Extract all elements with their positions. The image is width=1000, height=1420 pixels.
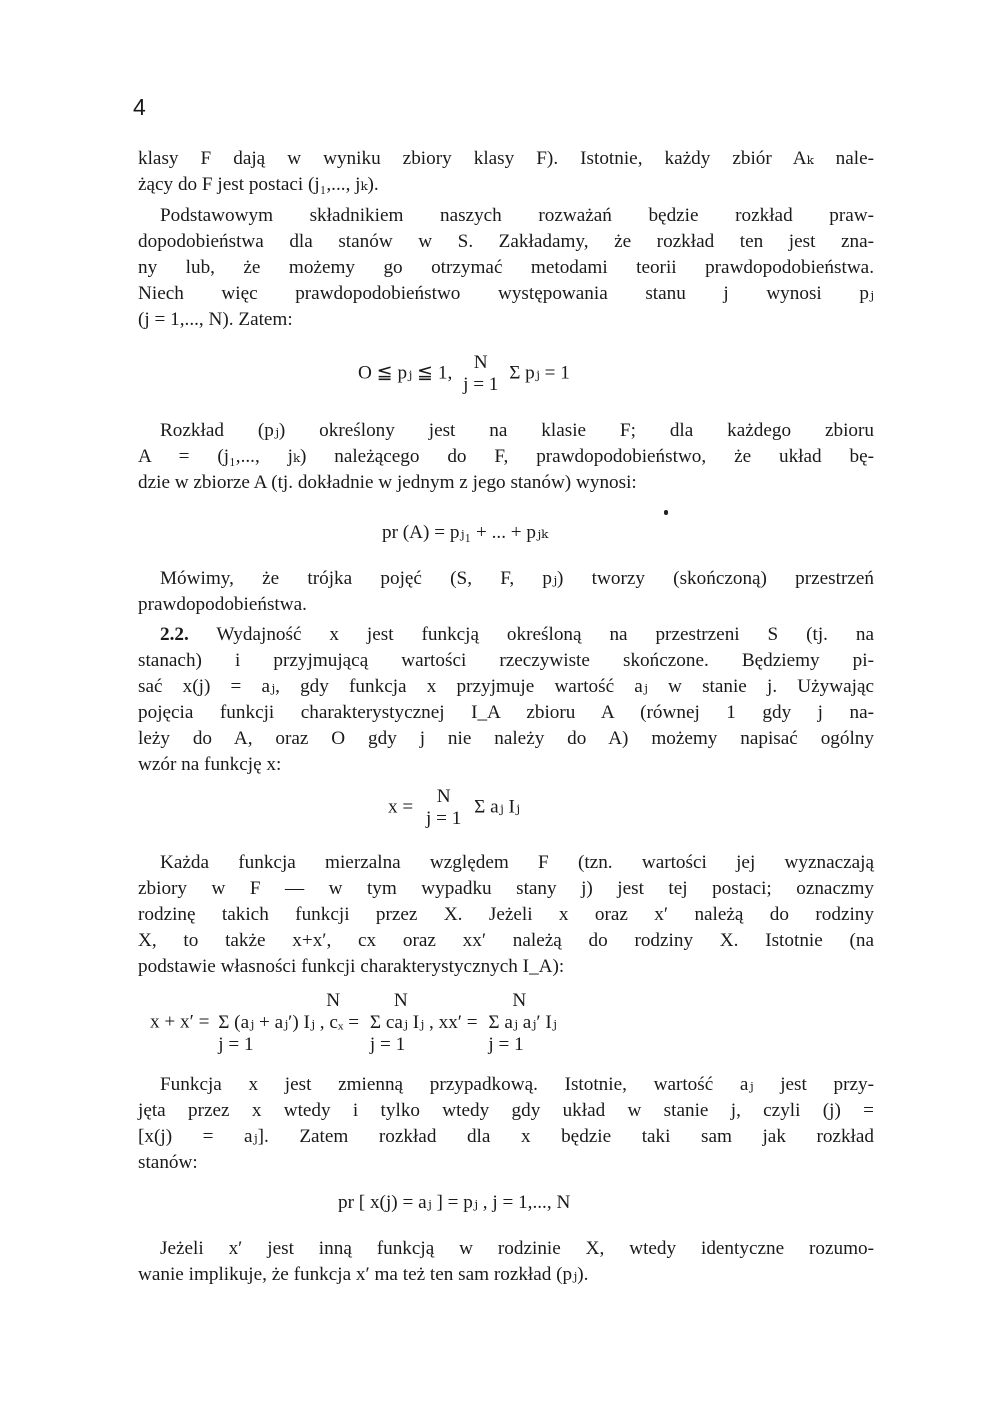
text-line: Funkcja x jest zmienną przypadkową. Istotnie, wartość aⱼ jest przy- (160, 1074, 874, 1095)
sum-upper-limit: N (473, 352, 488, 373)
page-number: 4 (133, 94, 146, 120)
formula-family-closure (150, 990, 557, 1056)
text-line (138, 622, 874, 648)
sum-lower-limit: j = 1 (488, 1034, 524, 1055)
text-line: stanach) i przyjmującą wartości rzeczywiste skończone. Będziemy pi- (138, 650, 874, 671)
sum-upper-limit: N (326, 990, 341, 1011)
text-line: Rozkład (pⱼ) określony jest na klasie F; dla każdego zbioru (160, 420, 874, 441)
sum-upper-limit: N (393, 990, 408, 1011)
formula-text: O ≦ pⱼ ≦ 1, (358, 362, 453, 384)
text-line: A = (j₁,..., jₖ) należącego do F, prawdopodobieństwo, że układ bę- (138, 446, 874, 467)
paragraph-8 (138, 1236, 874, 1288)
formula-probability-of-set: pr (A) = pⱼ₁ + ... + pⱼₖ (382, 522, 549, 543)
text-line: X, to także x+x′, cx oraz xx′ należą do rodziny X. Istotnie (na (138, 930, 874, 951)
sum-lower-limit: j = 1 (369, 1034, 406, 1055)
sum-block (370, 990, 478, 1056)
text-line: stanów: (138, 1152, 198, 1173)
sum-upper-limit: N (512, 990, 527, 1011)
paragraph-3 (138, 418, 874, 496)
text-line: zbiory w F — w tym wypadku stany j) jest tej postaci; oznaczmy (138, 878, 874, 899)
sum-lower-limit: j = 1 (463, 374, 499, 395)
sum-expression: Σ aⱼ aⱼ′ Iⱼ (488, 1012, 557, 1033)
text-line: podstawie własności funkcji charakterystycznych I_A): (138, 956, 565, 977)
formula-text: x + x′ = (150, 1011, 210, 1033)
text-line: ny lub, że możemy go otrzymać metodami teorii prawdopodobieństwa. (138, 257, 874, 278)
sum-limits (426, 786, 461, 830)
text-line: żący do F jest postaci (j₁,..., jₖ). (138, 174, 379, 195)
text-line: leży do A, oraz O gdy j nie należy do A) możemy napisać ogólny (138, 728, 874, 749)
sum-expression: Σ (aⱼ + aⱼ′) Iⱼ , cₓ = (218, 1012, 360, 1033)
text-line: klasy F dają w wyniku zbiory klasy F). Istotnie, każdy zbiór Aₖ nale- (138, 148, 874, 169)
text-line: jęta przez x wtedy i tylko wtedy gdy układ w stanie j, czyli (j) = (138, 1100, 874, 1121)
formula-function-x (388, 786, 520, 830)
text-line: rodzinę takich funkcji przez X. Jeżeli x oraz x′ należą do rodziny (138, 904, 874, 925)
paragraph-1 (138, 146, 874, 198)
formula-probability-bounds (358, 352, 570, 396)
section-number: 2.2. (160, 624, 189, 645)
sum-expression: Σ caⱼ Iⱼ , xx′ = (369, 1012, 478, 1033)
text-line: [x(j) = aⱼ]. Zatem rozkład dla x będzie taki sam jak rozkład (138, 1126, 874, 1147)
text-line: wzór na funkcję x: (138, 754, 282, 775)
text-line: Podstawowym składnikiem naszych rozważań będzie rozkład praw- (160, 205, 874, 226)
paragraph-2 (138, 203, 874, 333)
text-line: Każda funkcja mierzalna względem F (tzn. wartości jej wyznaczają (160, 852, 874, 873)
formula-text: Σ aⱼ Iⱼ (474, 796, 520, 818)
sum-block (218, 990, 359, 1056)
text-line: prawdopodobieństwa. (138, 594, 307, 615)
text-line: pojęcia funkcji charakterystycznej I_A zbioru A (równej 1 gdy j na- (138, 702, 874, 723)
paragraph-5 (138, 622, 874, 778)
text-line: Mówimy, że trójka pojęć (S, F, pⱼ) tworzy (skończoną) przestrzeń (160, 568, 874, 589)
paragraph-7 (138, 1072, 874, 1176)
sum-limits (463, 352, 498, 396)
sum-block (488, 990, 556, 1056)
formula-text: Σ pⱼ = 1 (509, 362, 570, 384)
sum-lower-limit: j = 1 (218, 1034, 254, 1055)
text-line: Niech więc prawdopodobieństwo występowania stanu j wynosi pⱼ (138, 283, 874, 304)
print-speck (664, 510, 668, 515)
sum-upper-limit: N (436, 786, 451, 807)
paragraph-6 (138, 850, 874, 980)
formula-state-distribution: pr [ x(j) = aⱼ ] = pⱼ , j = 1,..., N (338, 1192, 571, 1213)
text-line: wanie implikuje, że funkcja x′ ma też ten sam rozkład (pⱼ). (138, 1264, 589, 1285)
text-line: Jeżeli x′ jest inną funkcją w rodzinie X, wtedy identyczne rozumo- (160, 1238, 874, 1259)
paragraph-4 (138, 566, 874, 618)
text-line: (j = 1,..., N). Zatem: (138, 309, 293, 330)
text-line: sać x(j) = aⱼ, gdy funkcja x przyjmuje wartość aⱼ w stanie j. Używając (138, 676, 874, 697)
text-fragment: Wydajność x jest funkcją określoną na przestrzeni S (tj. na (188, 624, 874, 645)
text-line: dopodobieństwa dla stanów w S. Zakładamy, że rozkład ten jest zna- (138, 231, 874, 252)
sum-lower-limit: j = 1 (426, 808, 462, 829)
formula-text: x = (388, 796, 414, 818)
text-line: dzie w zbiorze A (tj. dokładnie w jednym z jego stanów) wynosi: (138, 472, 637, 493)
